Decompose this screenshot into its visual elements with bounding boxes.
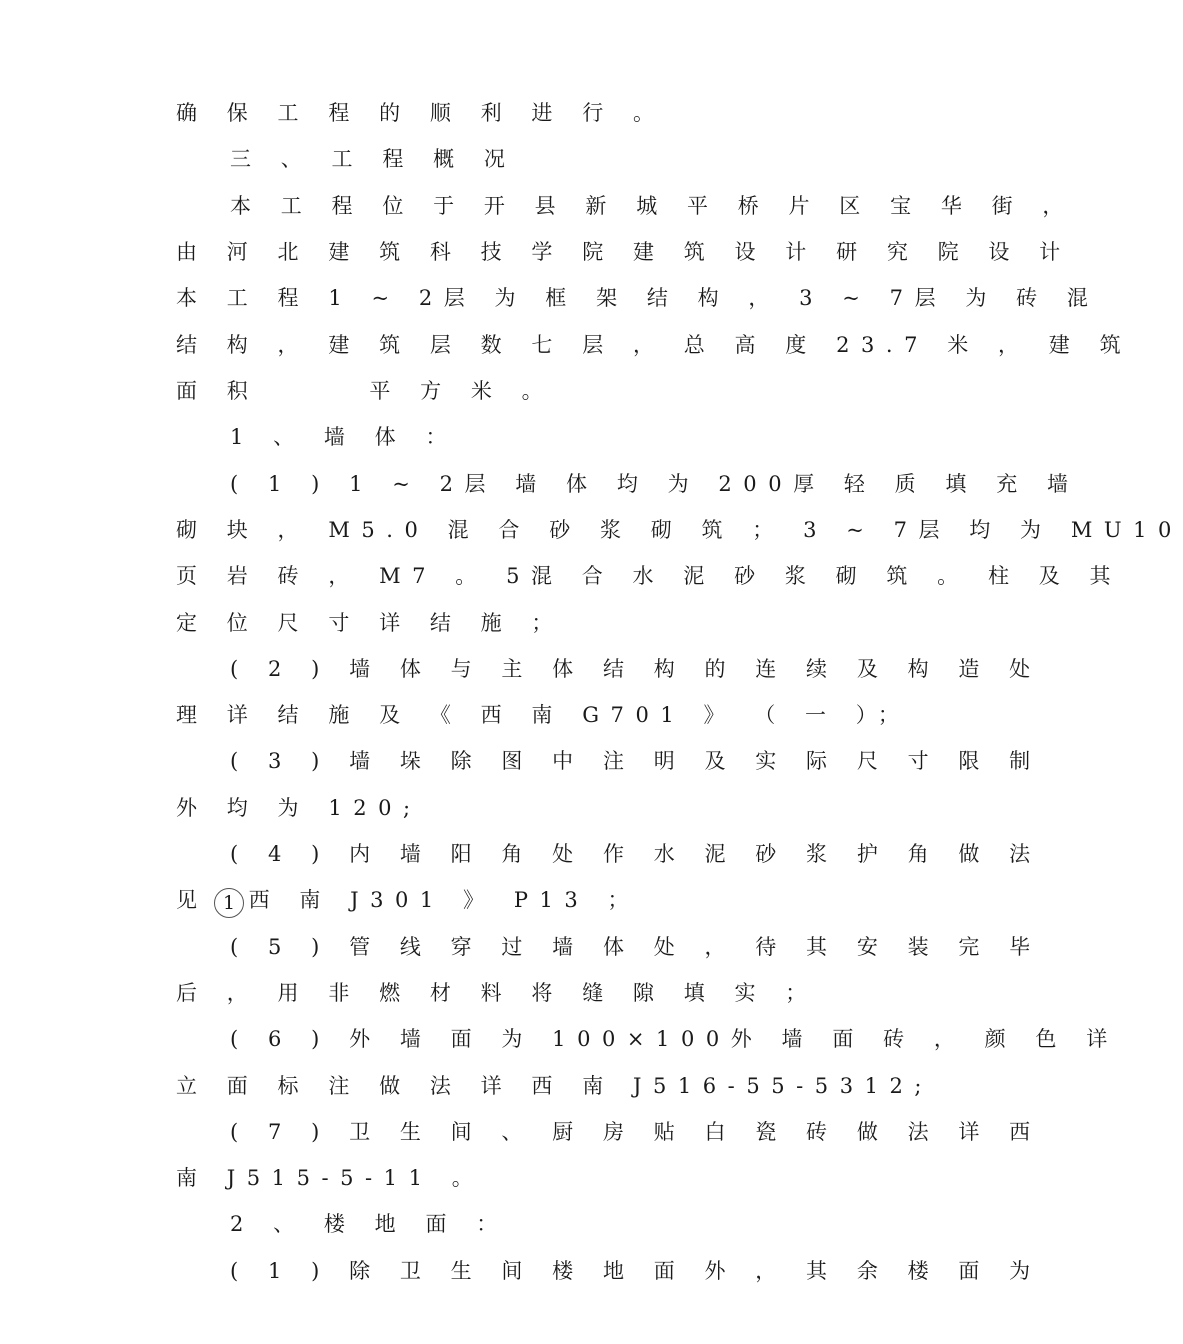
text-line: 南 J515-5-11 。 [176,1166,485,1190]
text-line: 定 位 尺 寸 详 结 施 ； [176,611,564,635]
text-line: 理 详 结 施 及 《 西 南 G701 》 （ 一 ）； [176,703,911,727]
text-line: 本 工 程 1 ~ 2层 为 框 架 结 构 ， 3 ~ 7层 为 砖 混 [176,286,1100,310]
text-line: 由 河 北 建 筑 科 技 学 院 建 筑 设 计 研 究 院 设 计 [176,240,1072,264]
text-line: 砌 块 ， M5.0 混 合 砂 浆 砌 筑 ； 3 ~ 7层 均 为 MU10 [176,518,1183,542]
text-fragment: 面 积 [176,379,260,403]
text-line: 后 ， 用 非 燃 材 料 将 缝 隙 填 实 ； [176,981,818,1005]
text-line: 确 保 工 程 的 顺 利 进 行 。 [176,101,666,125]
text-line: 页 岩 砖 ， M7 。 5混 合 水 泥 砂 浆 砌 筑 。 柱 及 其 [176,564,1123,588]
text-line [176,884,826,916]
text-line: ( 1 ) 1 ~ 2层 墙 体 均 为 200厚 轻 质 填 充 墙 [230,472,1080,496]
text-line: ( 1 ) 除 卫 生 间 楼 地 面 外 ， 其 余 楼 面 为 [230,1259,1042,1283]
text-line: ( 4 ) 内 墙 阳 角 处 作 水 泥 砂 浆 护 角 做 法 [230,842,1042,866]
text-line [176,375,826,407]
subsection-heading: 2 、 楼 地 面 ： [230,1212,509,1236]
text-line: ( 2 ) 墙 体 与 主 体 结 构 的 连 续 及 构 造 处 [230,657,1042,681]
text-fragment: 平 方 米 。 [369,379,555,403]
section-heading: 三 、 工 程 概 况 [230,147,517,171]
text-fragment: 西 南 J301 》 P13 ； [248,888,641,912]
text-line: ( 7 ) 卫 生 间 、 厨 房 贴 白 瓷 砖 做 法 详 西 [230,1120,1042,1144]
text-line: 本 工 程 位 于 开 县 新 城 平 桥 片 区 宝 华 街 ， [230,194,1075,218]
text-line: ( 5 ) 管 线 穿 过 墙 体 处 ， 待 其 安 装 完 毕 [230,935,1042,959]
text-line: ( 6 ) 外 墙 面 为 100×100外 墙 面 砖 ， 颜 色 详 [230,1027,1119,1051]
footnote-circle-marker: 1 [214,888,244,918]
text-line: ( 3 ) 墙 垛 除 图 中 注 明 及 实 际 尺 寸 限 制 [230,749,1042,773]
text-line: 结 构 ， 建 筑 层 数 七 层 ， 总 高 度 23.7 米 ， 建 筑 [176,333,1133,357]
subsection-heading: 1 、 墙 体 ： [230,425,459,449]
text-line: 外 均 为 120; [176,796,422,820]
text-line: 立 面 标 注 做 法 详 西 南 J516-55-5312; [176,1074,934,1098]
text-fragment: 见 [176,888,209,912]
